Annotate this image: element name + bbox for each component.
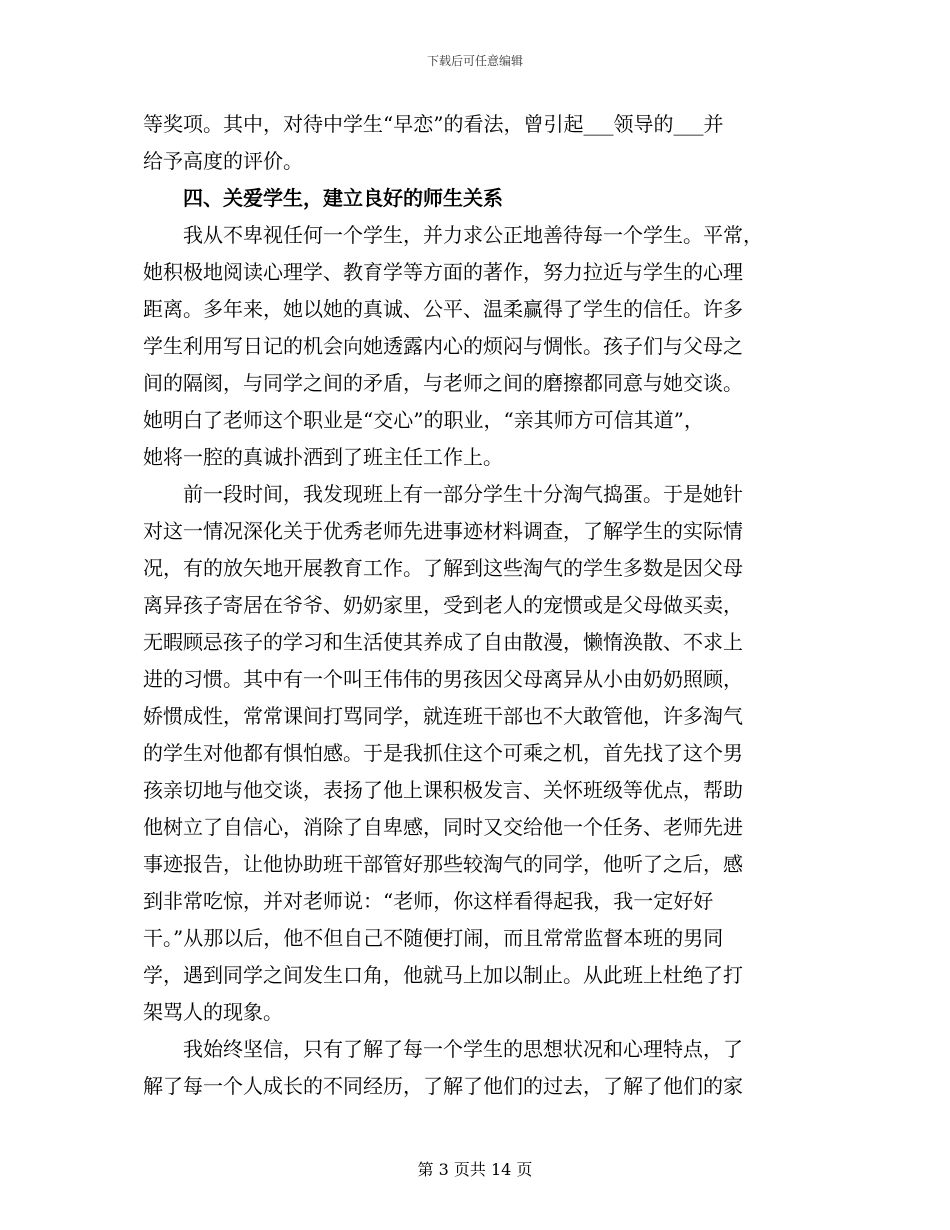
page-number: 第 3 页共 14 页 (417, 1160, 533, 1179)
text-line: 事迹报告，让他协助班干部管好那些较淘气的同学，他听了之后，感 (143, 852, 743, 876)
text-line: 她积极地阅读心理学、教育学等方面的著作，努力拉近与学生的心理 (143, 260, 743, 284)
text-line: 干。”从那以后，他不但自己不随便打闹，而且常常监督本班的男同 (143, 926, 724, 950)
text-line: 娇惯成性，常常课间打骂同学，就连班干部也不大敢管他，许多淘气 (143, 704, 743, 728)
text-line: 距离。多年来，她以她的真诚、公平、温柔赢得了学生的信任。许多 (143, 297, 743, 321)
text-line: 我始终坚信，只有了解了每一个学生的思想状况和心理特点，了 (143, 1037, 743, 1061)
page-header-note: 下载后可任意编辑 (426, 54, 523, 68)
text-line: 他树立了自信心，消除了自卑感，同时又交给他一个任务、老师先进 (143, 815, 743, 839)
text-line: 前一段时间，我发现班上有一部分学生十分淘气捣蛋。于是她针 (143, 482, 743, 506)
text-line: 等奖项。其中，对待中学生“早恋”的看法，曾引起___领导的___并 (143, 112, 724, 136)
text-line: 学，遇到同学之间发生口角，他就马上加以制止。从此班上杜绝了打 (143, 963, 743, 987)
text-line: 进的习惯。其中有一个叫王伟伟的男孩因父母离异从小由奶奶照顾， (143, 667, 743, 691)
text-line: 的学生对他都有惧怕感。于是我抓住这个可乘之机，首先找了这个男 (143, 741, 743, 765)
paragraph (143, 1031, 803, 1105)
document-body (143, 106, 803, 1105)
text-line: 我从不卑视任何一个学生，并力求公正地善待每一个学生。平常， (143, 223, 763, 247)
paragraph (143, 217, 803, 476)
text-line: 间的隔阂，与同学之间的矛盾，与老师之间的磨擦都同意与她交谈。 (143, 371, 743, 395)
text-line: 架骂人的现象。 (143, 1000, 283, 1024)
text-line: 给予高度的评价。 (143, 149, 303, 173)
text-line: 况，有的放矢地开展教育工作。了解到这些淘气的学生多数是因父母 (143, 556, 743, 580)
text-line: 无暇顾忌孩子的学习和生活使其养成了自由散漫，懒惰涣散、不求上 (143, 630, 743, 654)
paragraph (143, 106, 803, 180)
text-line: 对这一情况深化关于优秀老师先进事迹材料调查，了解学生的实际情 (143, 519, 743, 543)
section-heading (143, 180, 803, 217)
text-line: 学生利用写日记的机会向她透露内心的烦闷与惆怅。孩子们与父母之 (143, 334, 743, 358)
text-line: 她将一腔的真诚扑洒到了班主任工作上。 (143, 445, 503, 469)
text-line: 到非常吃惊，并对老师说：“老师，你这样看得起我，我一定好好 (143, 889, 714, 913)
text-line: 解了每一个人成长的不同经历，了解了他们的过去，了解了他们的家 (143, 1074, 743, 1098)
paragraph (143, 476, 803, 1031)
text-line: 她明白了老师这个职业是“交心”的职业，“亲其师方可信其道”， (143, 408, 704, 432)
text-line: 离异孩子寄居在爷爷、奶奶家里，受到老人的宠惯或是父母做买卖， (143, 593, 743, 617)
text-line: 孩亲切地与他交谈，表扬了他上课积极发言、关怀班级等优点，帮助 (143, 778, 743, 802)
section-heading-text: 四、关爱学生，建立良好的师生关系 (143, 186, 503, 210)
